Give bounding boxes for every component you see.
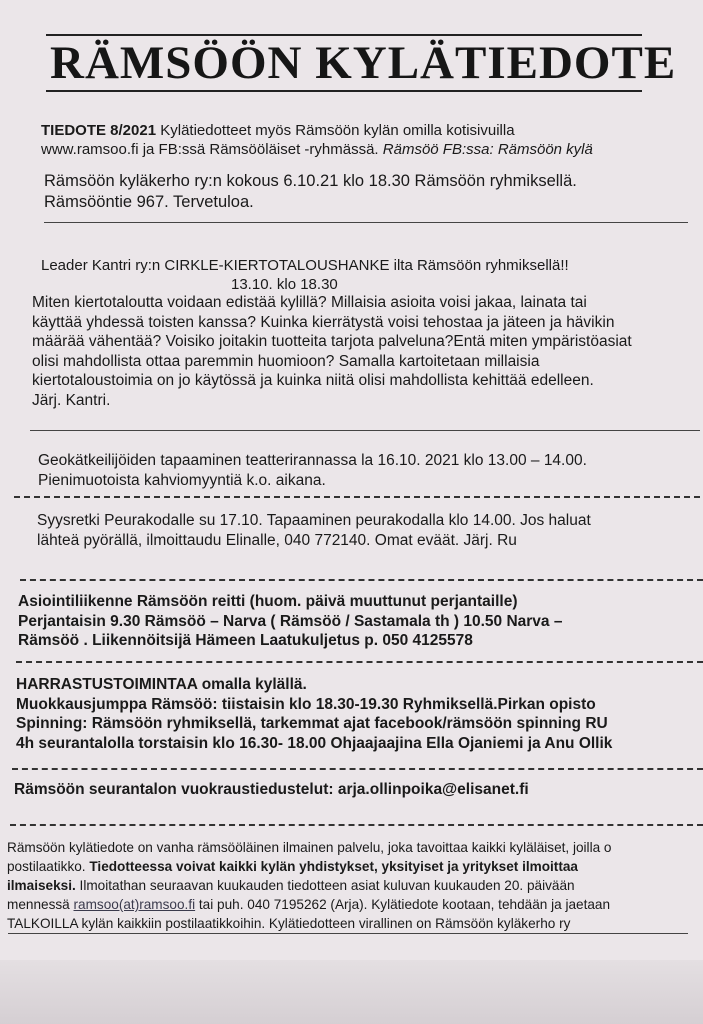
divider-4 [20,579,703,581]
divider-1 [44,222,688,223]
leader-line-3: määrää vähentää? Voisiko joitakin tuotteita tarjota palveluna?Entä miten ympäristöasiat [32,333,632,350]
leader-event [41,256,569,294]
leader-line-4: olisi mahdollista ottaa paremmin huomioon? Samalla kartoitetaan millaisia [32,352,540,370]
transport-line-1: Asiointiliikenne Rämsöön reitti (huom. päivä muuttunut perjantaille) [18,593,518,610]
geocache-event [38,451,587,490]
footer-line-3b: Ilmoitathan seuraavan kuukauden tiedotteen asiat kuluvan kuukauden 20. päivään [75,878,575,893]
transport-section [18,592,562,651]
transport-line-3: Rämsöö . Liikennöitsijä Hämeen Laatukuljetus p. 050 4125578 [18,632,473,649]
intro-section [41,121,593,159]
meeting-line-2: Rämsööntie 967. Tervetuloa. [44,193,254,211]
website-url[interactable]: www.ramsoo.fi [41,141,139,158]
footer-line-2a: postilaatikko. [7,859,90,874]
issue-number: TIEDOTE 8/2021 [41,122,157,139]
leader-heading: Leader Kantri ry:n CIRKLE-KIERTOTALOUSHANKE ilta Rämsöön ryhmiksellä!! [41,257,569,274]
footer-line-4a: mennessä [7,897,74,912]
geocache-line-2: Pienimuotoista kahviomyyntiä k.o. aikana. [38,471,326,489]
divider-3 [14,496,700,498]
meeting-notice [44,171,577,213]
intro-text-1: Kylätiedotteet myös Rämsöön kylän omilla kotisivuilla [156,122,515,139]
transport-line-2: Perjantaisin 9.30 Rämsöö – Narva ( Rämsöö / Sastamala th ) 10.50 Narva – [18,612,563,630]
trip-line-1: Syysretki Peurakodalle su 17.10. Tapaaminen peurakodalla klo 14.00. Jos haluat [37,512,591,529]
masthead [46,34,677,92]
leader-line-1: Miten kiertotaloutta voidaan edistää kylillä? Millaisia asioita voisi jakaa, lainata tai [32,294,587,311]
footer-section [7,838,612,933]
intro-text-2: ja FB:ssä Rämsööläiset -ryhmässä. [138,141,383,158]
footer-line-2b: Tiedotteessa voivat kaikki kylän yhdistykset, yksityiset ja yritykset ilmoittaa [89,859,578,874]
footer-line-1: Rämsöön kylätiedote on vanha rämsööläinen ilmainen palvelu, joka tavoittaa kaikki kyläläiset, joilla o [7,840,612,855]
divider-5 [16,661,703,663]
hobbies-heading: HARRASTUSTOIMINTAA omalla kylällä. [16,676,307,693]
leader-organizer: Järj. Kantri. [32,391,111,409]
facebook-group: Rämsöö FB:ssa: Rämsöön kylä [382,141,593,158]
meeting-line-1: Rämsöön kyläkerho ry:n kokous 6.10.21 klo 18.30 Rämsöön ryhmiksellä. [44,172,577,190]
autumn-trip [37,511,591,550]
footer-line-4b: tai puh. 040 7195262 (Arja). Kylätiedote kootaan, tehdään ja jaetaan [195,897,611,912]
divider-6 [12,768,703,770]
hobbies-line-2: Spinning: Rämsöön ryhmiksellä, tarkemmat ajat facebook/rämsöön spinning RU [16,715,608,732]
leader-date: 13.10. klo 18.30 [231,276,338,293]
trip-line-2: lähteä pyörällä, ilmoittaudu Elinalle, 040 772140. Omat eväät. Järj. Ru [37,531,517,549]
divider-2 [30,430,700,431]
divider-7 [10,824,703,826]
geocache-line-1: Geokätkeilijöiden tapaaminen teatterirannassa la 16.10. 2021 klo 13.00 – 14.00. [38,452,587,469]
email-link[interactable]: ramsoo(at)ramsoo.fi [73,897,196,912]
paper-shadow [0,960,703,1024]
leader-line-2: käyttää yhdessä toisten kanssa? Kuinka kierrätystä voisi tehostaa ja jäteen ja hävikin [32,313,615,331]
hobbies-line-3: 4h seurantalolla torstaisin klo 16.30- 18.00 Ohjaajaajina Ella Ojaniemi ja Anu Ollik [16,734,613,752]
footer-line-5: TALKOILLA kylän kaikkiin postilaatikkoihin. Kylätiedotteen virallinen on Rämsöön kyläkerho ry [7,916,571,931]
footer-line-3a: ilmaiseksi. [7,878,76,893]
hobbies-section [16,675,612,753]
leader-description [32,293,632,410]
leader-line-5: kiertotaloustoimia on jo käytössä ja kuinka niitä olisi mahdollista kehittää edelleen. [32,372,594,389]
masthead-top-rule [46,34,642,36]
footer-bottom-rule [8,933,688,934]
hobbies-line-1: Muokkausjumppa Rämsöö: tiistaisin klo 18.30-19.30 Ryhmiksellä.Pirkan opisto [16,695,596,713]
masthead-bottom-rule [46,90,642,92]
rental-section [14,780,529,800]
rental-inquiry: Rämsöön seurantalon vuokraustiedustelut: arja.ollinpoika@elisanet.fi [14,781,529,798]
page-title: RÄMSÖÖN KYLÄTIEDOTE [50,37,677,89]
